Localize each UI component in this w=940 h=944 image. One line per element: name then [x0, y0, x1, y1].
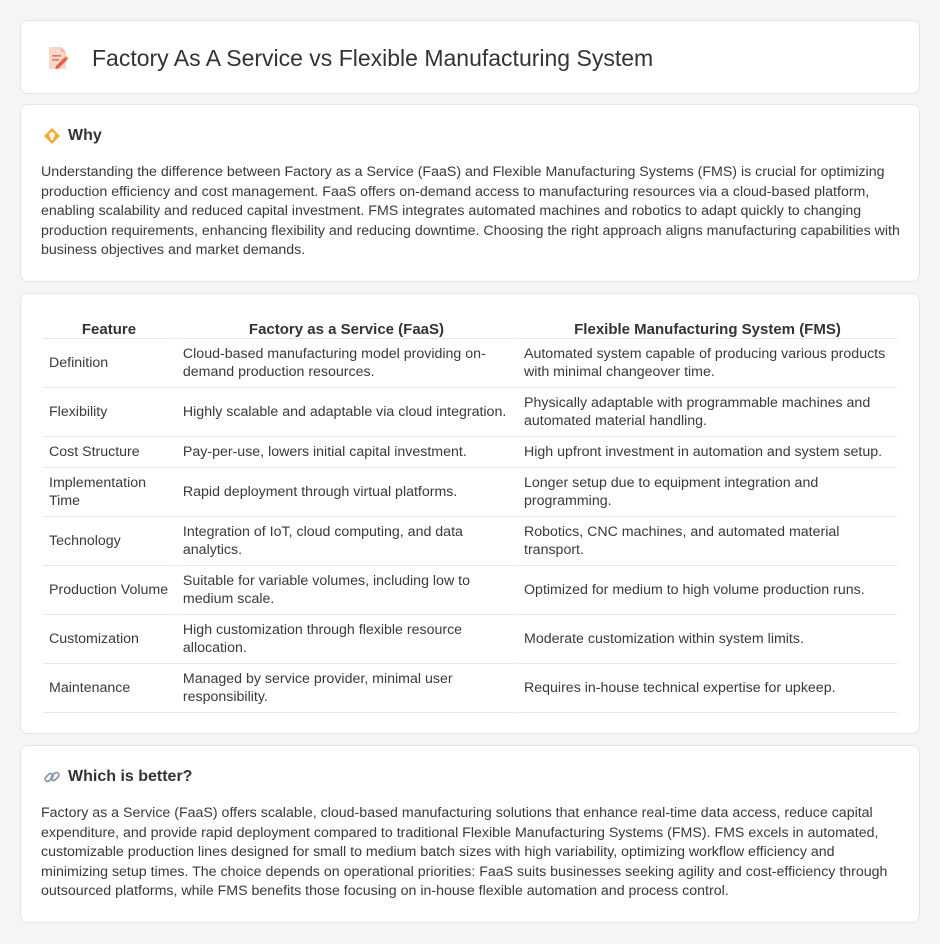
row-fms: Requires in-house technical expertise for upkeep.: [518, 664, 897, 713]
row-faas: Managed by service provider, minimal user responsibility.: [177, 664, 516, 713]
diamond-bulb-icon: [43, 127, 61, 145]
table-row: [43, 566, 897, 615]
row-fms: Automated system capable of producing various products with minimal changeover time.: [518, 339, 897, 388]
table-row: [43, 517, 897, 566]
row-faas: Rapid deployment through virtual platforms.: [177, 468, 516, 517]
row-feature: Definition: [43, 339, 175, 388]
row-faas: Integration of IoT, cloud computing, and data analytics.: [177, 517, 516, 566]
row-feature: Flexibility: [43, 388, 175, 437]
header-card: [20, 20, 920, 94]
table-row: [43, 339, 897, 388]
row-feature: Production Volume: [43, 566, 175, 615]
why-text: Understanding the difference between Factory as a Service (FaaS) and Flexible Manufacturing Systems (FMS) is crucial for optimizing production efficiency and cost management. FaaS offers on-demand access to manufacturing resources via a cloud-based platform, enabling scalability and reduced capital investment. FMS integrates automated machines and robotics to adapt quickly to changing production requirements, enhancing flexibility and reducing downtime. Choosing the right approach aligns manufacturing capabilities with business objectives and market demands.: [41, 164, 900, 259]
row-fms: Robotics, CNC machines, and automated material transport.: [518, 517, 897, 566]
table-row: [43, 664, 897, 713]
comparison-table-card: [20, 293, 920, 734]
row-feature: Maintenance: [43, 664, 175, 713]
header-feature: Feature: [43, 313, 175, 339]
table-row: [43, 388, 897, 437]
table-row: [43, 437, 897, 468]
row-faas: Highly scalable and adaptable via cloud integration.: [177, 388, 516, 437]
table-row: [43, 468, 897, 517]
row-feature: Customization: [43, 615, 175, 664]
better-title: Which is better?: [68, 768, 193, 785]
why-section: [20, 104, 920, 282]
better-section: [20, 745, 920, 923]
header-faas: Factory as a Service (FaaS): [177, 313, 516, 339]
page-title: Factory As A Service vs Flexible Manufacturing System: [92, 45, 654, 71]
row-fms: Physically adaptable with programmable machines and automated material handling.: [518, 388, 897, 437]
link-icon: [43, 768, 61, 786]
table-row: [43, 615, 897, 664]
comparison-table: [41, 313, 899, 713]
row-faas: High customization through flexible resource allocation.: [177, 615, 516, 664]
document-edit-icon: [47, 46, 69, 70]
row-faas: Pay-per-use, lowers initial capital investment.: [177, 437, 516, 468]
row-feature: Implementation Time: [43, 468, 175, 517]
row-fms: High upfront investment in automation and system setup.: [518, 437, 897, 468]
table-header-row: [43, 313, 897, 339]
row-faas: Suitable for variable volumes, including low to medium scale.: [177, 566, 516, 615]
why-title: Why: [68, 127, 102, 144]
row-fms: Optimized for medium to high volume production runs.: [518, 566, 897, 615]
row-fms: Moderate customization within system limits.: [518, 615, 897, 664]
header-fms: Flexible Manufacturing System (FMS): [518, 313, 897, 339]
row-feature: Cost Structure: [43, 437, 175, 468]
row-fms: Longer setup due to equipment integration and programming.: [518, 468, 897, 517]
row-feature: Technology: [43, 517, 175, 566]
better-text: Factory as a Service (FaaS) offers scalable, cloud-based manufacturing solutions that enhance real-time data access, reduce capital expenditure, and provide rapid deployment compared to traditional Flexible Manufacturing Systems (FMS). FMS excels in automated, customizable production lines designed for small to medium batch sizes with high variability, optimizing workflow efficiency and minimizing setup times. The choice depends on operational priorities: FaaS suits businesses seeking agility and cost-efficiency through outsourced platforms, while FMS benefits those focusing on in-house flexible automation and process control.: [41, 805, 888, 900]
row-faas: Cloud-based manufacturing model providing on-demand production resources.: [177, 339, 516, 388]
